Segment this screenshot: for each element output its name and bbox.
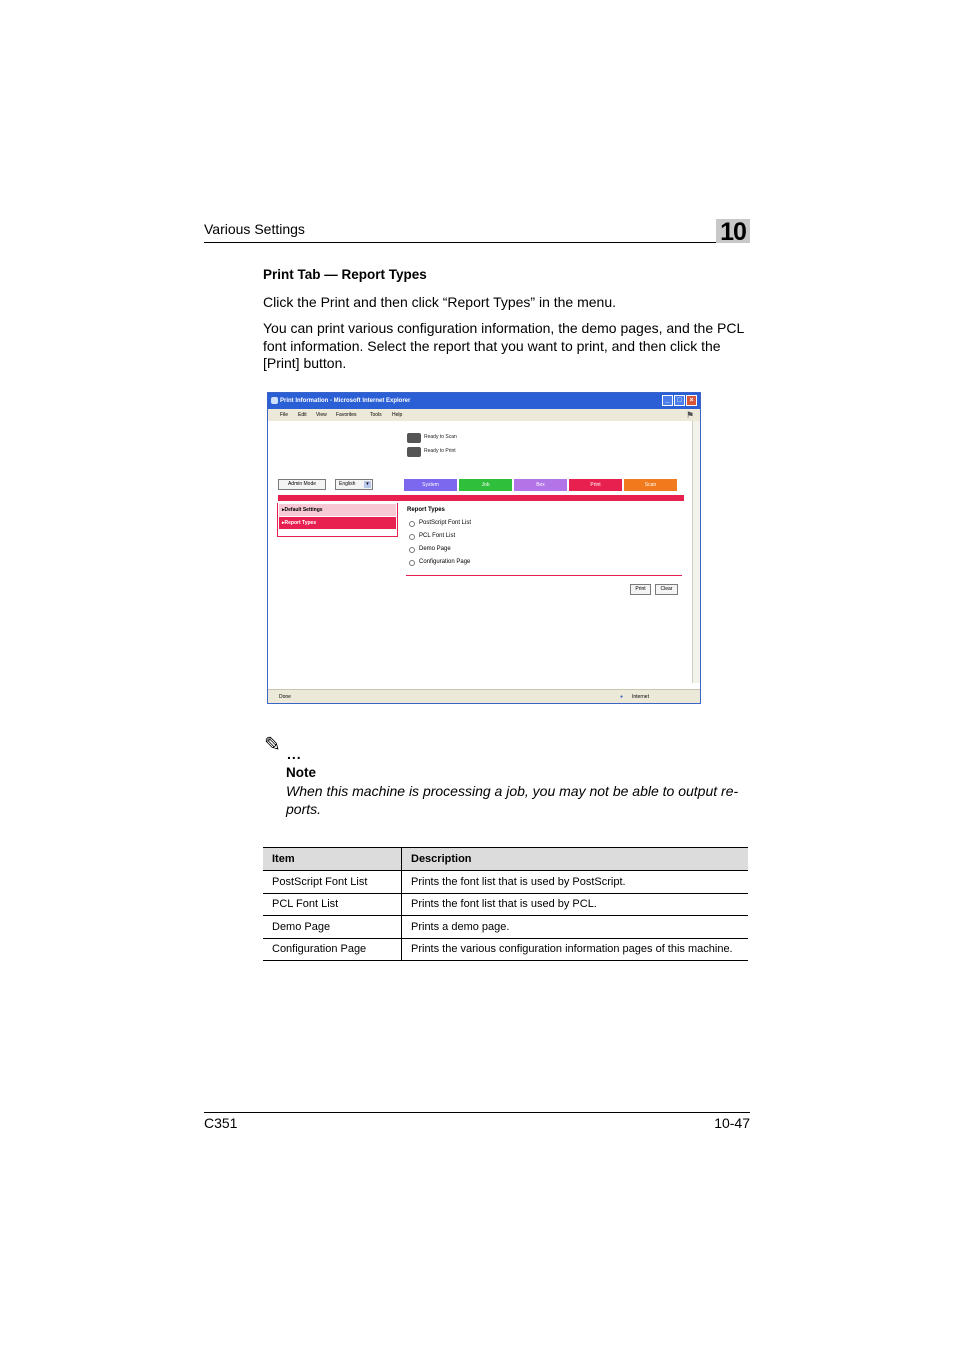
menu-tools[interactable]: Tools [370, 412, 382, 418]
pencil-icon: ✎ [264, 734, 281, 756]
options-divider [406, 575, 682, 576]
running-header: Various Settings [204, 221, 305, 237]
table-cell-description: Prints the various configuration information pages of this machine. [402, 938, 749, 961]
print-button[interactable]: Print [630, 584, 651, 595]
option-label: PCL Font List [419, 533, 456, 539]
option-label: PostScript Font List [419, 520, 472, 526]
note-dots: ... [287, 746, 302, 762]
menu-file[interactable]: File [280, 412, 289, 418]
status-scan: Ready to Scan [424, 434, 457, 440]
column-header-description: Description [402, 848, 749, 871]
menu-default-settings[interactable]: ▸Default Settings [279, 504, 396, 516]
menu-help[interactable]: Help [392, 412, 403, 418]
table-cell-description: Prints the font list that is used by PostScript. [402, 871, 749, 894]
language-select[interactable] [335, 479, 373, 490]
tab-scan[interactable]: Scan [624, 479, 677, 491]
minimize-icon[interactable]: _ [662, 395, 673, 406]
clear-button[interactable]: Clear [655, 584, 678, 595]
paragraph-2: You can print various configuration information, the demo pages, and the PCL font information. Select the report that you want to print, and then click the [Print] button. [263, 320, 744, 371]
footer-model: C351 [204, 1115, 238, 1131]
header-rule [204, 242, 750, 243]
statusbar-done: Done [279, 694, 291, 700]
table-cell-item: Configuration Page [263, 938, 402, 961]
ie-icon [271, 397, 278, 404]
tab-underline [278, 495, 684, 501]
radio-pcl-font-list[interactable] [409, 534, 415, 540]
window-title: Print Information - Microsoft Internet Explorer [280, 398, 411, 404]
status-print: Ready to Print [424, 448, 456, 454]
table-cell-item: PCL Font List [263, 893, 402, 916]
radio-configuration-page[interactable] [409, 560, 415, 566]
menu-view[interactable]: View [316, 412, 327, 418]
table-cell-description: Prints the font list that is used by PCL. [402, 893, 749, 916]
printer-icon [407, 447, 421, 457]
left-menu [277, 503, 398, 537]
tab-box[interactable]: Box [514, 479, 567, 491]
table-row [263, 871, 748, 894]
menu-edit[interactable]: Edit [298, 412, 307, 418]
note-text: When this machine is processing a job, you may not be able to output re- ports. [286, 783, 739, 817]
menu-report-types[interactable]: ▸Report Types [279, 517, 396, 529]
close-icon[interactable]: × [686, 395, 697, 406]
admin-mode-button[interactable]: Admin Mode [278, 479, 326, 490]
table-cell-description: Prints a demo page. [402, 916, 749, 939]
table-row [263, 893, 748, 916]
note-heading: Note [286, 765, 316, 780]
statusbar-zone: Internet [632, 694, 649, 700]
chapter-number: 10 [716, 219, 750, 243]
tab-print[interactable]: Print [569, 479, 622, 491]
table-cell-item: Demo Page [263, 916, 402, 939]
table-row [263, 916, 748, 939]
paragraph-1: Click the Print and then click “Report Types” in the menu. [263, 294, 617, 310]
window-titlebar [268, 393, 700, 409]
tab-job[interactable]: Job [459, 479, 512, 491]
table-cell-item: PostScript Font List [263, 871, 402, 894]
column-header-item: Item [263, 848, 402, 871]
menu-favorites[interactable]: Favorites [336, 412, 357, 418]
option-label: Configuration Page [419, 559, 471, 565]
option-label: Demo Page [419, 546, 451, 552]
scanner-icon [407, 433, 421, 443]
report-types-title: Report Types [407, 507, 445, 513]
footer-page-number: 10-47 [714, 1115, 750, 1131]
language-value: English [339, 481, 356, 487]
footer-rule [204, 1112, 750, 1113]
section-heading: Print Tab — Report Types [263, 267, 427, 282]
menu-bar [268, 409, 700, 421]
globe-icon: ● [620, 694, 624, 700]
table-row [263, 938, 748, 961]
browser-screenshot [267, 392, 701, 704]
browser-statusbar [268, 689, 700, 704]
radio-demo-page[interactable] [409, 547, 415, 553]
tab-system[interactable]: System [404, 479, 457, 491]
maximize-icon[interactable]: □ [674, 395, 685, 406]
windows-flag-icon: ⚑ [686, 410, 695, 420]
report-types-table [263, 847, 748, 961]
table-header-row [263, 848, 748, 871]
chevron-down-icon: ▾ [364, 481, 371, 488]
radio-postscript-font-list[interactable] [409, 521, 415, 527]
vertical-scrollbar[interactable] [692, 421, 701, 683]
